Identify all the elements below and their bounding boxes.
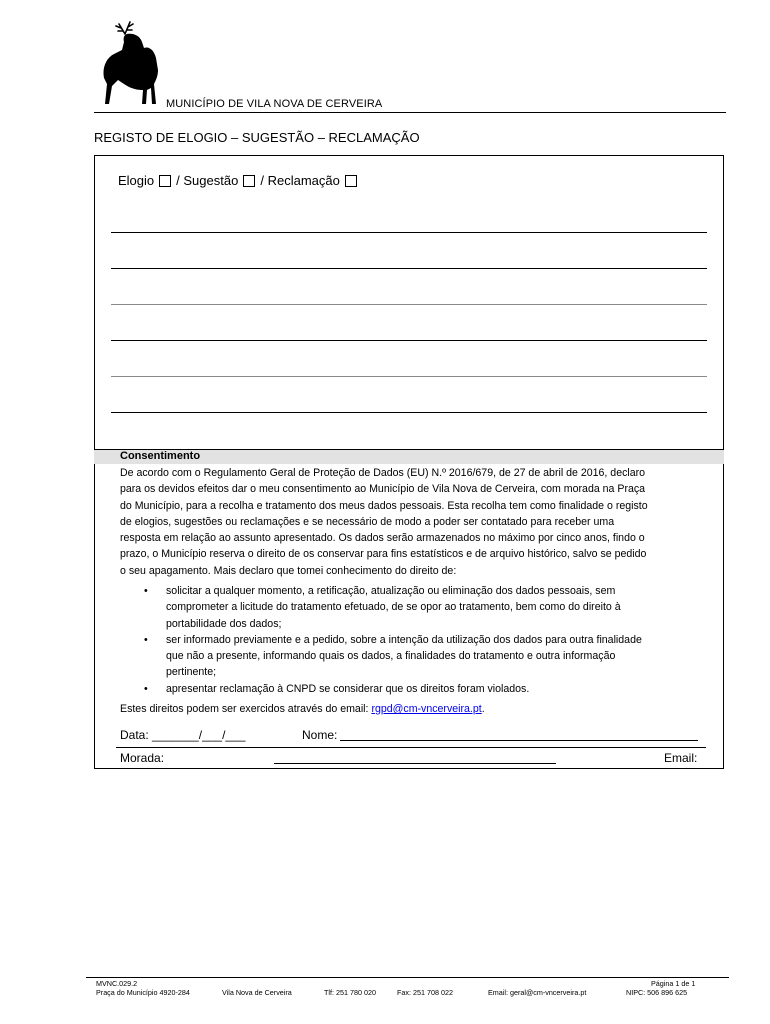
separator: / <box>260 173 264 188</box>
paragraph-line: o seu apagamento. Mais declaro que tomei conhecimento do direito de: <box>120 564 457 577</box>
rights-contact-line <box>120 703 485 715</box>
rights-contact-end: . <box>481 703 485 715</box>
rights-line: ser informado previamente e a pedido, sobre a intenção da utilização dos dados para outra finalidade <box>166 633 642 646</box>
address-field[interactable] <box>274 763 556 764</box>
rights-item <box>144 632 706 681</box>
footer-town: Vila Nova de Cerveira <box>222 988 292 997</box>
footer-nipc: NIPC: 506 896 625 <box>626 988 688 997</box>
paragraph-line: prazo, o Município reserva o direito de os conservar para fins estatísticos e de arquivo histórico, salvo se pedido <box>120 548 647 561</box>
rights-line: portabilidade dos dados; <box>166 617 282 630</box>
writing-line-6[interactable] <box>111 412 707 413</box>
separator: / <box>176 173 180 188</box>
municipality-name: MUNICÍPIO DE VILA NOVA DE CERVEIRA <box>166 98 383 110</box>
option-sugestao-label: Sugestão <box>183 173 239 188</box>
rights-list <box>144 583 706 697</box>
rights-line: pertinente; <box>166 666 217 679</box>
consent-paragraph <box>120 465 705 579</box>
bullet: • <box>144 682 148 695</box>
bullet: • <box>144 585 148 597</box>
rights-item <box>144 681 706 697</box>
consent-heading: Consentimento <box>120 450 201 462</box>
footer-email: Email: geral@cm-vncerveira.pt <box>488 988 587 997</box>
name-field-label: Nome: <box>302 728 338 742</box>
address-field-label: Morada: <box>120 751 165 765</box>
rights-item <box>144 583 706 632</box>
option-reclamacao-label: Reclamação <box>267 173 340 188</box>
paragraph-line: do Município, para a recolha e tratamento dos meus dados pessoais. Esta recolha tem como finalidade o registo <box>120 499 648 512</box>
reclamacao-checkbox[interactable] <box>345 175 357 187</box>
paragraph-line: de elogios, sugestões ou reclamações e se necessário de modo a poder ser contatado para receber uma <box>120 515 615 528</box>
paragraph-line: De acordo com o Regulamento Geral de Proteção de Dados (EU) N.º 2016/679, de 27 de abril de 2016, declaro <box>120 467 646 479</box>
rights-contact-text: Estes direitos podem ser exercidos através do email: <box>120 703 369 715</box>
writing-line-4[interactable] <box>111 340 707 341</box>
bullet: • <box>144 633 148 646</box>
rights-line: que não a presente, informando quais os dados, a finalidades do tratamento e outra informação <box>166 650 616 663</box>
rights-line: apresentar reclamação à CNPD se considerar que os direitos foram violados. <box>166 682 530 695</box>
rights-line: solicitar a qualquer momento, a retificação, atualização ou eliminação dos dados pessoais, sem <box>166 585 616 597</box>
document-title: REGISTO DE ELOGIO – SUGESTÃO – RECLAMAÇÃO <box>94 130 420 145</box>
footer-divider <box>86 977 729 978</box>
rights-line: comprometer a licitude do tratamento efetuado, de se opor ao tratamento, bem como do direito à <box>166 601 621 614</box>
email-field-label: Email: <box>664 751 698 765</box>
rgpd-email-link[interactable]: rgpd@cm-vncerveira.pt <box>371 703 482 715</box>
writing-line-1[interactable] <box>111 232 707 233</box>
footer-fax: Fax: 251 708 022 <box>397 988 453 997</box>
header-divider <box>94 112 726 113</box>
municipality-logo <box>94 18 166 110</box>
sugestao-checkbox[interactable] <box>243 175 255 187</box>
paragraph-line: resposta em relação ao assunto apresentado. Os dados serão armazenados no máximo por cinco anos, findo o <box>120 532 645 545</box>
deer-crest-icon <box>94 18 166 110</box>
name-field[interactable] <box>340 740 698 741</box>
elogio-checkbox[interactable] <box>159 175 171 187</box>
page-number: Página 1 de 1 <box>651 979 696 988</box>
footer-address: Praça do Município 4920-284 <box>96 988 190 997</box>
footer-phone: Tlf: 251 780 020 <box>324 988 376 997</box>
feedback-type-row <box>118 173 362 188</box>
option-elogio-label: Elogio <box>118 173 155 188</box>
document-code: MVNC.029.2 <box>96 979 138 988</box>
writing-line-3[interactable] <box>111 304 707 305</box>
paragraph-line: para os devidos efeitos dar o meu consentimento ao Município de Vila Nova de Cerveira, com morada na Praça <box>120 483 646 496</box>
date-field[interactable]: Data: _______/___/___ <box>120 728 246 742</box>
signature-divider <box>116 747 706 748</box>
writing-line-2[interactable] <box>111 268 707 269</box>
writing-line-5[interactable] <box>111 376 707 377</box>
